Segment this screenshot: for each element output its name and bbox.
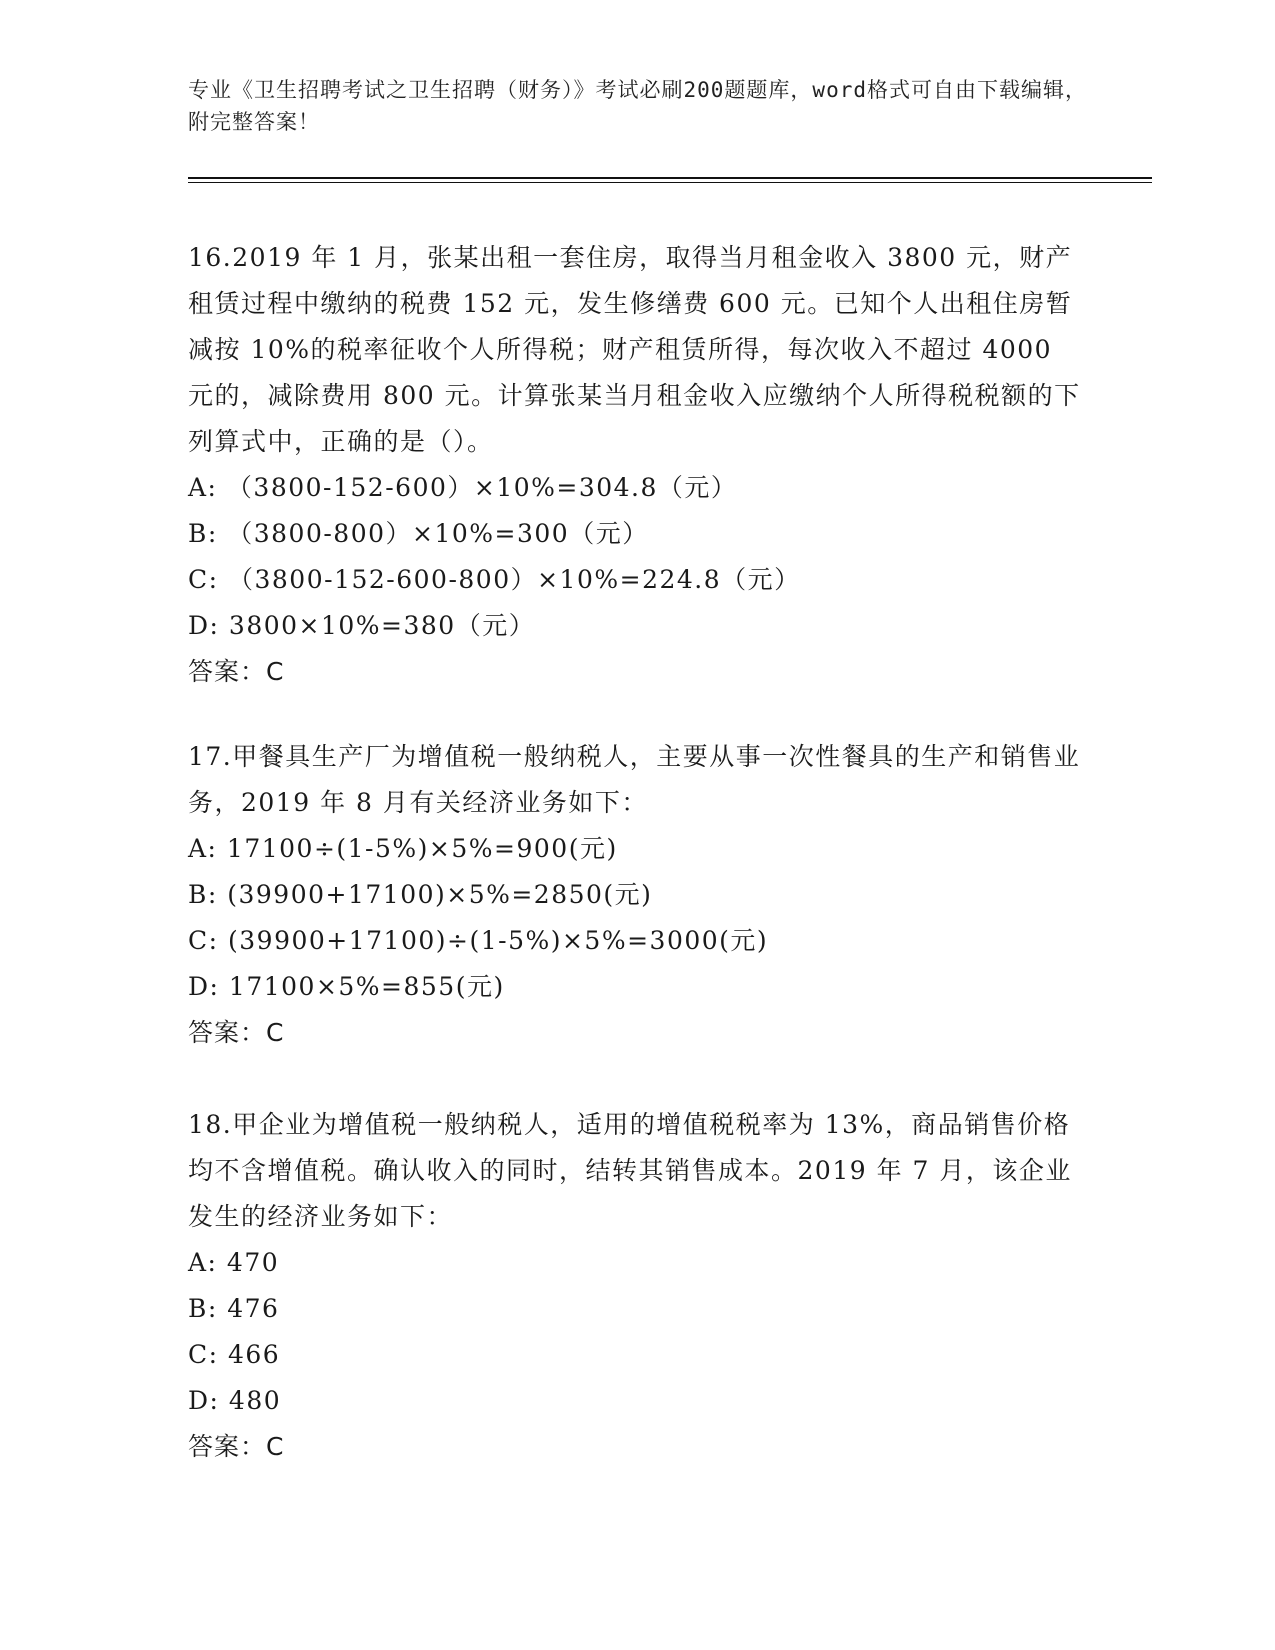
header-divider-thin <box>188 182 1152 183</box>
option-a: A: 17100÷(1-5%)×5%=900(元) <box>188 834 618 863</box>
option-c: C: 466 <box>188 1340 281 1369</box>
option-c: C: （3800-152-600-800）×10%=224.8（元） <box>188 565 801 594</box>
answer-label: 答案：C <box>188 1018 285 1047</box>
question-16 <box>188 235 1088 695</box>
question-stem: 16.2019 年 1 月，张某出租一套住房，取得当月租金收入 3800 元，财产租赁过程中缴纳的税费 152 元，发生修缮费 600 元。已知个人出租住房暂减按 10%的税率征收个人所得税；财产租赁所得，每次收入不超过 4000 元的，减除费用 800 元。计算张某当月租金收入应缴纳个人所得税税额的下列算式中，正确的是（）。 <box>188 243 1081 456</box>
option-d: D: 17100×5%=855(元) <box>188 972 505 1001</box>
option-c: C: (39900+17100)÷(1-5%)×5%=3000(元) <box>188 926 769 955</box>
option-d: D: 480 <box>188 1386 282 1415</box>
question-18 <box>188 1102 1088 1470</box>
answer-label: 答案：C <box>188 657 285 686</box>
option-a: A: （3800-152-600）×10%=304.8（元） <box>188 473 738 502</box>
answer-label: 答案：C <box>188 1432 285 1461</box>
option-b: B: 476 <box>188 1294 280 1323</box>
question-stem: 17.甲餐具生产厂为增值税一般纳税人，主要从事一次性餐具的生产和销售业务，2019 年 8 月有关经济业务如下： <box>188 742 1081 817</box>
document-header: 专业《卫生招聘考试之卫生招聘（财务）》考试必刷200题题库，word格式可自由下载编辑，附完整答案！ <box>188 78 1087 134</box>
option-a: A: 470 <box>188 1248 280 1277</box>
question-stem: 18.甲企业为增值税一般纳税人，适用的增值税税率为 13%，商品销售价格均不含增值税。确认收入的同时，结转其销售成本。2019 年 7 月，该企业发生的经济业务如下： <box>188 1110 1072 1231</box>
header-divider-thick <box>188 177 1152 179</box>
question-17 <box>188 734 1088 1056</box>
option-b: B: (39900+17100)×5%=2850(元) <box>188 880 653 909</box>
option-d: D: 3800×10%=380（元） <box>188 611 536 640</box>
option-b: B: （3800-800）×10%=300（元） <box>188 519 649 548</box>
